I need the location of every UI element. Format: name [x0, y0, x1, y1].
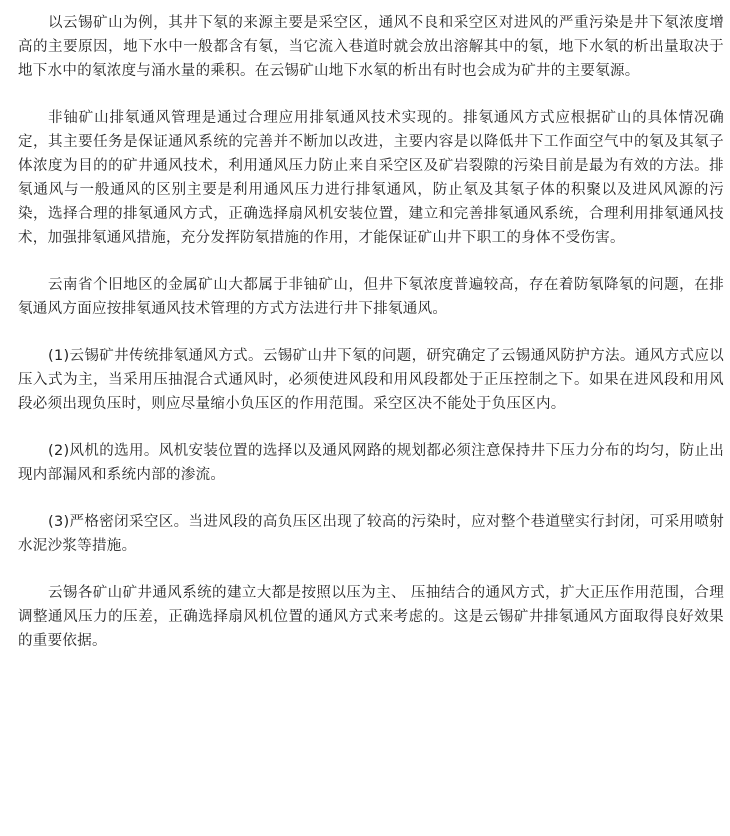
paragraph-item-2-fan-selection: (2)风机的选用。风机安装位置的选择以及通风网路的规划都必须注意保持井下压力分布的均匀，防止出现内部漏风和系统内部的渗流。 — [18, 443, 724, 483]
paragraph-conclusion: 云锡各矿山矿井通风系统的建立大都是按照以压为主、 压抽结合的通风方式，扩大正压作用范围，合理调整通风压力的压差，正确选择扇风机位置的通风方式来考虑的。这是云锡矿井排氡通风方面取得良好效果的重要依据。 — [18, 585, 724, 649]
paragraph-gejiu-region: 云南省个旧地区的金属矿山大都属于非铀矿山，但井下氡浓度普遍较高，存在着防氡降氡的问题，在排氡通风方面应按排氡通风技术管理的方式方法进行井下排氡通风。 — [18, 277, 724, 317]
paragraph-radon-sources: 以云锡矿山为例，其井下氡的来源主要是采空区，通风不良和采空区对进风的严重污染是井下氡浓度增高的主要原因，地下水中一般都含有氡，当它流入巷道时就会放出溶解其中的氡，地下水氡的析出量取决于地下水中的氡浓度与涌水量的乘积。在云锡矿山地下水氡的析出有时也会成为矿井的主要氡源。 — [18, 15, 724, 79]
paragraph-ventilation-management: 非铀矿山排氡通风管理是通过合理应用排氡通风技术实现的。排氡通风方式应根据矿山的具体情况确定，其主要任务是保证通风系统的完善并不断加以改进，主要内容是以降低井下工作面空气中的氡及其氡子体浓度为目的的矿井通风技术，利用通风压力防止来自采空区及矿岩裂隙的污染目前是最为有效的方法。排氡通风与一般通风的区别主要是利用通风压力进行排氡通风，防止氡及其氡子体的积聚以及进风风源的污染，选择合理的排氡通风方式，正确选择扇风机安装位置，建立和完善排氡通风系统，合理利用排氡通风技术，加强排氡通风措施，充分发挥防氡措施的作用，才能保证矿山井下职工的身体不受伤害。 — [18, 110, 724, 246]
paragraph-item-3-seal-goaf: (3)严格密闭采空区。当进风段的高负压区出现了较高的污染时，应对整个巷道壁实行封闭，可采用喷射水泥沙浆等措施。 — [18, 514, 724, 554]
paragraph-item-1-traditional-method: (1)云锡矿井传统排氡通风方式。云锡矿山井下氡的问题，研究确定了云锡通风防护方法。通风方式应以压入式为主，当采用压抽混合式通风时，必须使进风段和用风段都处于正压控制之下。如果在进风段和用风段必须出现负压时，则应尽量缩小负压区的作用范围。采空区决不能处于负压区内。 — [18, 348, 724, 412]
